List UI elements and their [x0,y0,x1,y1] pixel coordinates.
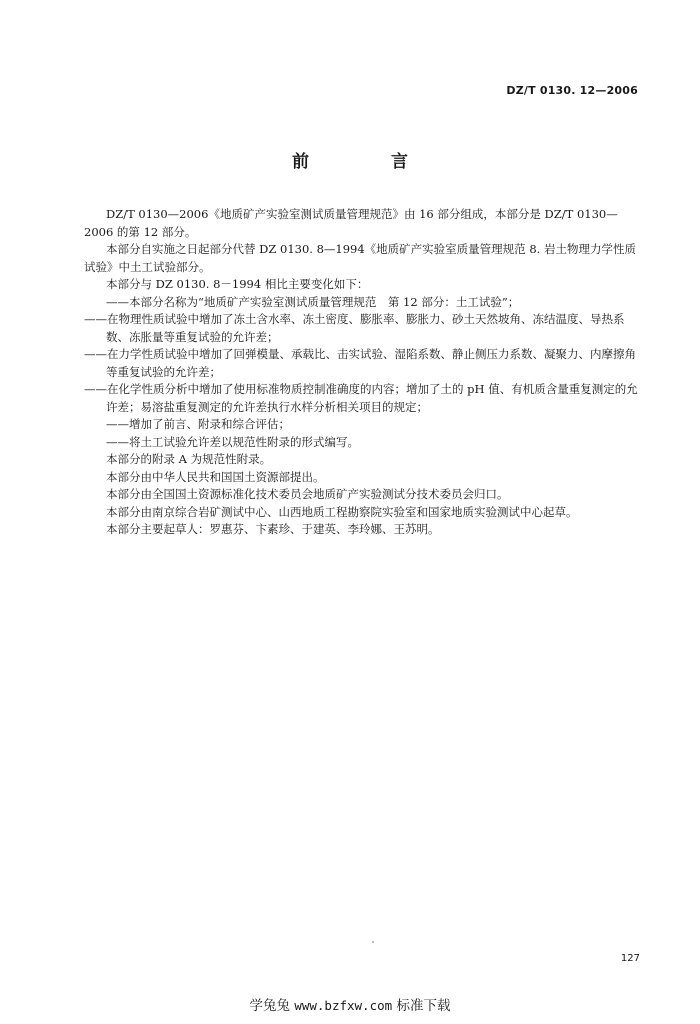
page-title: 前 言 [292,152,446,172]
change-item: ——将土工试验允许差以规范性附录的形式编写。 [106,434,359,449]
foreword-body [84,206,644,539]
paragraph-proposer: 本部分由中华人民共和国国土资源部提出。 [106,469,325,484]
change-item: ——在化学性质分析中增加了使用标准物质控制准确度的内容；增加了土的 pH 值、有机质含量重复测定的允许差；易溶盐重复测定的允许差执行水样分析相关项目的规定； [84,382,638,414]
footer-slogan: 标准下载 [396,998,451,1014]
changes-list [84,294,644,452]
standard-code: DZ/T 0130. 12—2006 [506,84,638,97]
paragraph-drafters: 本部分主要起草人：罗惠芬、卞素珍、于建英、李玲娜、王苏明。 [106,522,440,536]
footer-site-name: 学兔兔 [249,998,291,1014]
scan-speck [372,941,374,943]
paragraph-intro: DZ/T 0130—2006《地质矿产实验室测试质量管理规范》由 16 部分组成，本部分是 DZ/T 0130—2006 的第 12 部分。 [84,207,618,239]
paragraph-changes-heading: 本部分与 DZ 0130. 8－1994 相比主要变化如下： [106,277,369,291]
paragraph-replacement: 本部分自实施之日起部分代替 DZ 0130. 8—1994《地质矿产实验室质量管理规范 8. 岩土物理力学性质试验》中土工试验部分。 [84,242,636,274]
footer-watermark [0,994,700,1014]
paragraph-annex: 本部分的附录 A 为规范性附录。 [106,452,272,466]
change-item: ——本部分名称为“地质矿产实验室测试质量管理规范 第 12 部分：土工试验”； [106,294,520,309]
page-number: 127 [620,953,640,964]
footer-url[interactable]: www.bzfxw.com [294,998,393,1013]
change-item: ——在物理性质试验中增加了冻土含水率、冻土密度、膨胀率、膨胀力、砂土天然坡角、冻结温度、导热系数、冻胀量等重复试验的允许差； [84,312,625,344]
paragraph-administration: 本部分由全国国土资源标准化技术委员会地质矿产实验测试分技术委员会归口。 [106,487,509,501]
change-item: ——在力学性质试验中增加了回弹模量、承载比、击实试验、湿陷系数、静止侧压力系数、凝聚力、内摩擦角等重复试验的允许差； [84,347,636,379]
change-item: ——增加了前言、附录和综合评估； [106,417,290,431]
paragraph-drafting-units: 本部分由南京综合岩矿测试中心、山西地质工程勘察院实验室和国家地质实验测试中心起草。 [106,504,578,519]
